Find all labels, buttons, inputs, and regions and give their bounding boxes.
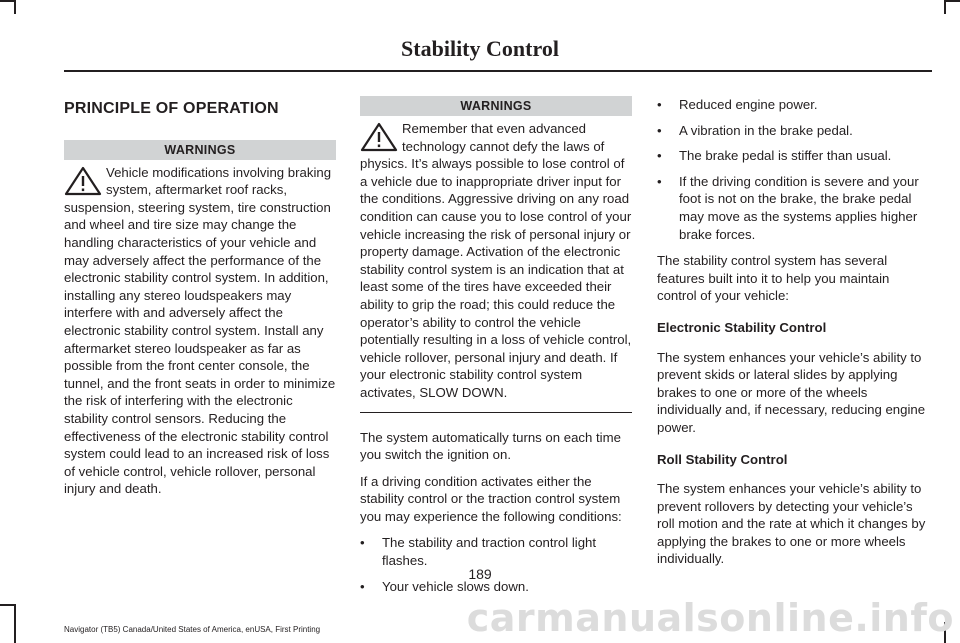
footer-text: Navigator (TB5) Canada/United States of America, enUSA, First Printing <box>64 625 321 634</box>
bullet-list <box>657 96 929 243</box>
warning-triangle-icon <box>64 166 102 196</box>
paragraph: The system enhances your vehicle’s ability to prevent skids or lateral slides by applying brakes to one or more of the wheels individually and, if necessary, reducing engine power. <box>657 349 926 435</box>
section-heading: PRINCIPLE OF OPERATION <box>64 100 279 117</box>
watermark: carmanualsonline.info <box>466 596 954 640</box>
subheading: Roll Stability Control <box>657 451 788 467</box>
crop-mark <box>944 0 946 14</box>
paragraph: The stability control system has several features built into it to help you maintain control of your vehicle: <box>657 253 890 304</box>
crop-mark <box>946 0 960 2</box>
bullet-glyph: • <box>657 148 662 164</box>
bullet-glyph: • <box>657 97 662 112</box>
paragraph: The system automatically turns on each time you switch the ignition on. <box>360 429 621 463</box>
bullet-glyph: • <box>360 578 365 594</box>
subheading: Electronic Stability Control <box>657 319 827 335</box>
warning-text: Remember that even advanced technology cannot defy the laws of physics. It’s always possible to lose control of a vehicle due to inappropriate driver input for the conditions. Aggressive driving on any road condition can cause you to lose control of your vehicle increasing the risk of personal injury or property damage. Activation of the electronic stability control system is an indication that at least some of the tires have exceeded their ability to grip the road; this could reduce the operator’s ability to control the vehicle potentially resulting in a loss of vehicle control, vehicle rollover, personal injury and death. If your electronic stability control system activates, SLOW DOWN. <box>360 121 632 400</box>
list-item-text: Reduced engine power. <box>679 97 818 112</box>
list-item <box>657 173 929 243</box>
warning-box <box>360 120 632 413</box>
header-divider <box>64 70 932 72</box>
crop-mark <box>0 604 14 606</box>
bullet-list <box>360 534 632 595</box>
bullet-glyph: • <box>360 535 365 551</box>
column-middle <box>360 96 632 604</box>
crop-mark <box>14 604 16 643</box>
bullet-glyph: • <box>657 122 662 138</box>
warning-text: Vehicle modifications involving braking system, aftermarket roof racks, suspension, steering system, tire construction and wheel and tire size may change the handling characteristics of your vehicle and may adversely affect the performance of the electronic stability control system. In addition, installing any stereo loudspeakers may interfere with and adversely affect the electronic stability control system. Install any aftermarket stereo loudspeaker as far as possible from the front center console, the tunnel, and the front seats in order to minimize the risk of interfering with the electronic stability control sensors. Reducing the effectiveness of the electronic stability control system could lead to an increased risk of loss of vehicle control, vehicle rollover, personal injury and death. <box>64 164 336 497</box>
paragraph: The system enhances your vehicle’s ability to prevent rollovers by detecting your vehicle’s roll motion and the rate at which it changes by applying the brakes to one or more wheels individually. <box>657 481 926 567</box>
list-item-text: A vibration in the brake pedal. <box>679 122 853 138</box>
list-item-text: The stability and traction control light flashes. <box>382 535 597 569</box>
warnings-header: WARNINGS <box>64 140 336 160</box>
list-item <box>657 122 929 140</box>
crop-mark <box>14 0 16 14</box>
crop-mark <box>0 0 14 2</box>
list-item-text: The brake pedal is stiffer than usual. <box>679 148 892 164</box>
list-item-text: If the driving condition is severe and your foot is not on the brake, the brake pedal may move as the systems applies higher brake forces. <box>679 173 919 242</box>
page-title: Stability Control <box>401 36 559 61</box>
column-left <box>64 96 336 508</box>
list-item-text: Your vehicle slows down. <box>382 578 529 594</box>
paragraph: If a driving condition activates either the stability control or the traction control system you may experience the following conditions: <box>360 473 622 524</box>
warning-triangle-icon <box>360 122 398 152</box>
list-item <box>360 534 632 569</box>
page-number: 189 <box>468 566 492 582</box>
list-item <box>657 96 929 114</box>
warnings-header: WARNINGS <box>360 96 632 116</box>
list-item <box>657 147 929 165</box>
column-right <box>657 96 929 577</box>
bullet-glyph: • <box>657 173 662 189</box>
warning-box <box>64 164 336 508</box>
